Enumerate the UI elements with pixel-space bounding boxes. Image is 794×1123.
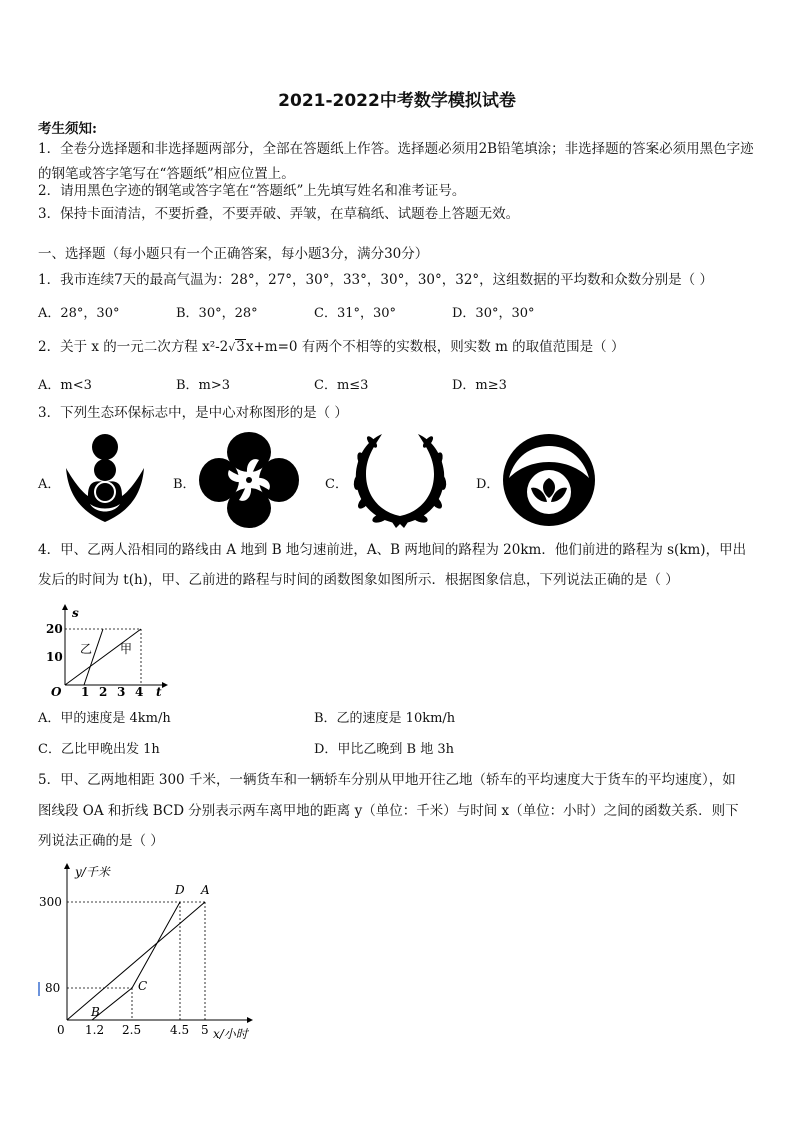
q4-origin-label: O [51, 685, 62, 699]
emblem-b-icon [197, 430, 301, 530]
q5-point-c: C [138, 979, 148, 993]
q5-line-oa [67, 902, 205, 1020]
q5-point-a: A [201, 883, 210, 897]
q4-y-tick-10: 10 [46, 650, 63, 664]
q4-y-tick-20: 20 [46, 622, 63, 636]
q2-option-b: B．m>3 [176, 378, 231, 393]
q4-jia-line [65, 629, 141, 685]
emblem-c-icon [350, 430, 450, 530]
q4-option-c: C．乙比甲晚出发 1h [38, 742, 160, 757]
q5-stem-1: 5．甲、乙两地相距 300 千米，一辆货车和一辆轿车分别从甲地开往乙地（轿车的平均速度大于货车的平均速度），如 [38, 772, 736, 788]
q5-x-tick-5: 5 [201, 1023, 209, 1037]
q2-option-a: A．m<3 [38, 378, 92, 393]
q1-stem: 1．我市连续7天的最高气温为：28°，27°，30°，33°，30°，30°，32°，这组数据的平均数和众数分别是（ ） [38, 272, 713, 288]
q5-y-label: y/千米 [75, 865, 110, 879]
q4-yi-label: 乙 [80, 642, 93, 656]
q5-x-tick-25: 2.5 [122, 1023, 142, 1037]
notice-item-2: 2．请用黑色字迹的钢笔或答字笔在“答题纸”上先填写姓名和准考证号。 [38, 183, 466, 199]
emblem-d-icon [501, 432, 597, 528]
q1-option-c: C．31°，30° [314, 306, 397, 321]
q4-graph [40, 603, 175, 698]
q3-stem: 3．下列生态环保标志中，是中心对称图形的是（ ） [38, 405, 348, 421]
q5-y-tick-80: 80 [45, 981, 61, 995]
q5-stem-2: 图线段 OA 和折线 BCD 分别表示两车离甲地的距离 y（单位：千米）与时间 x（单位：小时）之间的函数关系．则下 [38, 803, 739, 819]
q5-x-tick-45: 4.5 [170, 1023, 190, 1037]
q4-jia-label: 甲 [120, 642, 133, 656]
q5-point-b: B [91, 1005, 100, 1019]
notice-heading: 考生须知: [38, 121, 97, 137]
q5-x-tick-0: 0 [57, 1023, 65, 1037]
q5-y-tick-300: 300 [39, 895, 62, 909]
q1-option-b: B．30°，28° [176, 306, 258, 321]
q1-option-d: D．30°，30° [452, 306, 535, 321]
q4-stem-1: 4．甲、乙两人沿相同的路线由 A 地到 B 地匀速前进，A、B 两地间的路程为 20km．他们前进的路程为 s(km)，甲出 [38, 542, 747, 558]
q5-point-d: D [175, 883, 185, 897]
q5-x-label: x/小时 [213, 1027, 248, 1041]
q4-x-tick-3: 3 [117, 685, 126, 699]
q1-option-a: A．28°，30° [38, 306, 120, 321]
q4-t-label: t [156, 685, 162, 699]
q2-stem: 2．关于 x 的一元二次方程 x²-2√3x+m=0 有两个不相等的实数根，则实数 m 的取值范围是（ ） [38, 339, 625, 355]
q3-option-a: A． [38, 477, 61, 492]
q4-option-a: A．甲的速度是 4km/h [38, 711, 171, 726]
q2-stem-post: x+m=0 有两个不相等的实数根，则实数 m 的取值范围是（ ） [245, 339, 625, 355]
q4-option-b: B．乙的速度是 10km/h [314, 711, 456, 726]
notice-item-1: 1．全卷分选择题和非选择题两部分，全部在答题纸上作答。选择题必须用2B铅笔填涂；非选择题的答案必须用黑色字迹的钢笔或答字笔写在“答题纸”相应位置上。 [38, 141, 754, 182]
page-title: 2021-2022中考数学模拟试卷 [278, 91, 516, 111]
q2-option-d: D．m≥3 [452, 378, 507, 393]
q5-graph [35, 860, 265, 1045]
q4-stem-2: 发后的时间为 t(h)，甲、乙前进的路程与时间的函数图象如图所示．根据图象信息，下列说法正确的是（ ） [38, 572, 679, 588]
q3-option-b: B． [173, 477, 196, 492]
q5-stem-3: 列说法正确的是（ ） [38, 833, 164, 849]
q2-option-c: C．m≤3 [314, 378, 369, 393]
section-heading: 一、选择题（每小题只有一个正确答案，每小题3分，满分30分） [38, 246, 429, 262]
q4-x-tick-2: 2 [99, 685, 108, 699]
q4-x-tick-1: 1 [81, 685, 90, 699]
q2-stem-pre: 2．关于 x 的一元二次方程 x²-2 [38, 339, 229, 355]
notice-item-3: 3．保持卡面清洁，不要折叠，不要弄破、弄皱，在草稿纸、试题卷上答题无效。 [38, 206, 520, 222]
q4-option-d: D．甲比乙晚到 B 地 3h [314, 742, 455, 757]
q3-option-d: D． [476, 477, 500, 492]
q2-sqrt-value: 3 [236, 339, 245, 355]
q4-x-tick-4: 4 [135, 685, 144, 699]
q4-s-label: s [72, 606, 79, 620]
q5-x-tick-12: 1.2 [85, 1023, 105, 1037]
q3-option-c: C． [325, 477, 348, 492]
emblem-a-icon [60, 430, 150, 530]
q4-yi-line [84, 629, 103, 685]
